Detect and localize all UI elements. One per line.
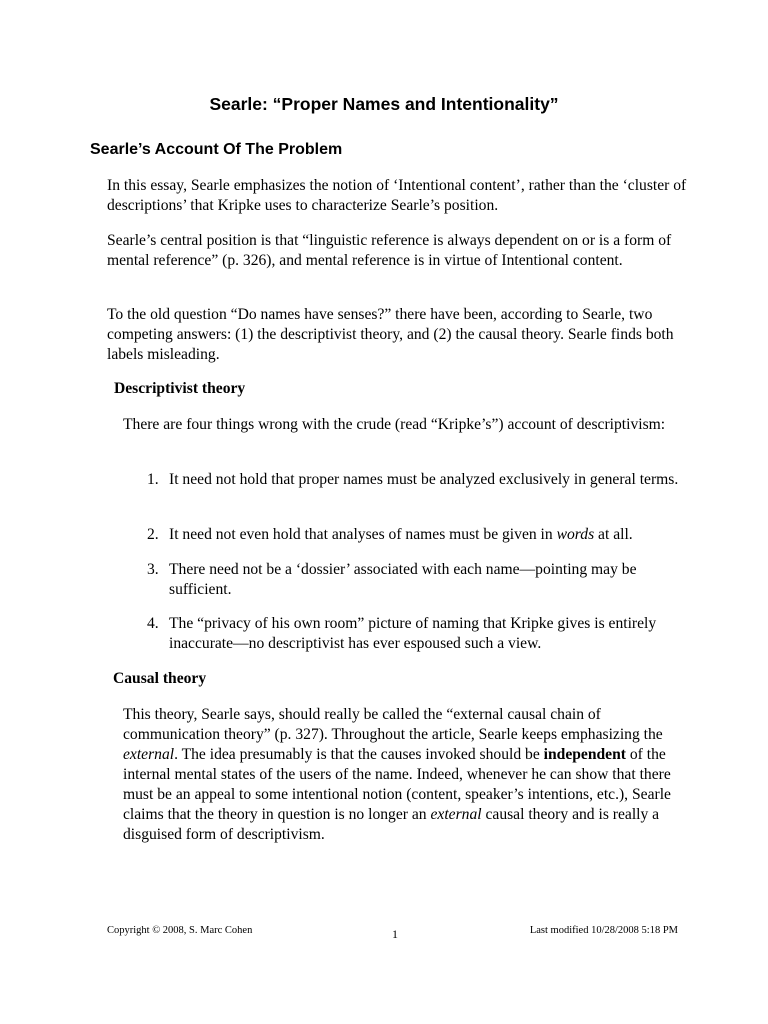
causal-paragraph: [123, 705, 683, 845]
causal-emphasis-2: external: [430, 806, 482, 823]
list-text: It need not hold that proper names must be analyzed exclusively in general terms.: [169, 471, 679, 488]
causal-text-4: causal theory and is really a disguised form of descriptivism.: [123, 806, 660, 843]
list-text-emphasis: words: [556, 526, 595, 543]
causal-text-1: This theory, Searle says, should really be called the “external causal chain of communication theory” (p. 327). Throughout the article, Searle keeps emphasizing the: [123, 706, 663, 743]
footer-page-number: 1: [392, 927, 398, 941]
list-item: [147, 470, 687, 490]
list-item: [147, 560, 687, 600]
list-text-before: It need not even hold that analyses of names must be given in: [169, 526, 557, 543]
causal-heading: Causal theory: [113, 670, 207, 687]
footer-last-modified: Last modified 10/28/2008 5:18 PM: [529, 925, 678, 936]
paragraph-1: In this essay, Searle emphasizes the notion of ‘Intentional content’, rather than the ‘cluster of descriptions’ that Kripke uses to characterize Searle’s position.: [107, 177, 687, 214]
causal-strong: independent: [543, 746, 626, 763]
list-number: 2.: [147, 526, 159, 543]
list-text: There need not be a ‘dossier’ associated with each name—pointing may be sufficient.: [169, 561, 637, 598]
descriptivist-intro: There are four things wrong with the crude (read “Kripke’s”) account of descriptivism:: [123, 416, 666, 433]
paragraph-2: Searle’s central position is that “linguistic reference is always dependent on or is a form of mental reference” (p. 326), and mental reference is in virtue of Intentional content.: [107, 232, 672, 269]
section-heading: Searle’s Account Of The Problem: [90, 141, 343, 158]
paragraph-3: To the old question “Do names have senses?” there have been, according to Searle, two competing answers: (1) the descriptivist theory, and (2) the causal theory. Searle finds both labels misleading.: [107, 306, 674, 363]
list-item: [147, 525, 687, 545]
footer-copyright: Copyright © 2008, S. Marc Cohen: [107, 925, 253, 936]
causal-text-3: of the internal mental states of the users of the name. Indeed, whenever he can show that there must be an appeal to some intentional notion (content, speaker’s intentions, etc.), Searle claims that the theory in question is no longer an: [123, 746, 671, 823]
list-text: The “privacy of his own room” picture of naming that Kripke gives is entirely inaccurate—no descriptivist has ever espoused such a view.: [169, 615, 657, 652]
document-title: Searle: “Proper Names and Intentionality”: [209, 94, 559, 114]
list-number: 3.: [147, 561, 159, 578]
causal-emphasis-1: external: [123, 746, 175, 763]
list-text: [169, 525, 687, 545]
list-item: [147, 614, 687, 654]
list-number: 4.: [147, 615, 159, 632]
list-number: 1.: [147, 471, 159, 488]
list-text-after: at all.: [594, 526, 633, 543]
descriptivist-heading: Descriptivist theory: [114, 380, 246, 397]
causal-text-2: . The idea presumably is that the causes invoked should be: [174, 746, 544, 763]
